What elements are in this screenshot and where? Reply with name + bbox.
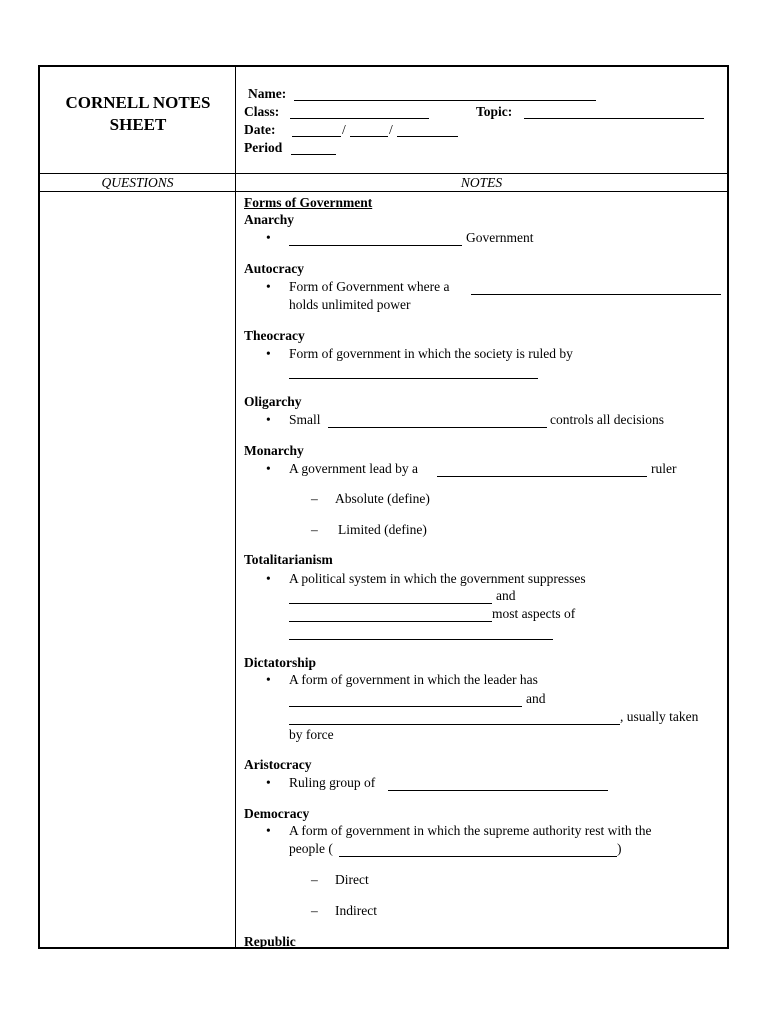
democracy-close-paren: )	[617, 841, 622, 856]
dictatorship-text: A form of government in which the leader has	[289, 672, 538, 687]
totalitarianism-blank-2[interactable]	[289, 621, 492, 622]
bullet-icon: •	[266, 571, 271, 586]
dictatorship-force: by force	[289, 727, 334, 742]
date-year-field[interactable]	[397, 136, 458, 137]
democracy-direct: Direct	[335, 872, 369, 887]
bullet-icon: •	[266, 346, 271, 361]
term-autocracy: Autocracy	[244, 261, 304, 276]
name-label: Name:	[248, 86, 287, 101]
autocracy-blank[interactable]	[471, 294, 721, 295]
column-divider	[235, 65, 236, 949]
frame-top	[38, 65, 729, 67]
monarchy-limited: Limited (define)	[338, 522, 427, 537]
democracy-blank[interactable]	[339, 856, 617, 857]
dictatorship-blank-2[interactable]	[289, 724, 620, 725]
term-democracy: Democracy	[244, 806, 310, 821]
dictatorship-blank-1[interactable]	[289, 706, 522, 707]
term-totalitarianism: Totalitarianism	[244, 552, 333, 567]
autocracy-text-line2: holds unlimited power	[289, 297, 411, 312]
dictatorship-and: and	[526, 691, 546, 706]
aristocracy-text: Ruling group of	[289, 775, 376, 790]
period-field[interactable]	[291, 154, 336, 155]
oligarchy-text-end: controls all decisions	[550, 412, 664, 427]
bullet-icon: •	[266, 775, 271, 790]
bullet-icon: •	[266, 823, 271, 838]
aristocracy-blank[interactable]	[388, 790, 608, 791]
notes-column-header: NOTES	[460, 175, 503, 190]
monarchy-absolute: Absolute (define)	[335, 491, 430, 506]
class-label: Class:	[244, 104, 280, 119]
theocracy-blank[interactable]	[289, 378, 538, 379]
date-day-field[interactable]	[350, 136, 388, 137]
date-month-field[interactable]	[292, 136, 341, 137]
totalitarianism-blank-3[interactable]	[289, 639, 553, 640]
name-field[interactable]	[294, 100, 596, 101]
totalitarianism-blank-1[interactable]	[289, 603, 492, 604]
anarchy-text-end: Government	[466, 230, 534, 245]
notes-heading: Forms of Government	[244, 195, 373, 210]
monarchy-blank[interactable]	[437, 476, 647, 477]
dash-icon: –	[311, 872, 318, 887]
dash-icon: –	[311, 903, 318, 918]
democracy-indirect: Indirect	[335, 903, 377, 918]
democracy-people: people (	[289, 841, 333, 856]
oligarchy-blank[interactable]	[328, 427, 547, 428]
bullet-icon: •	[266, 279, 271, 294]
term-aristocracy: Aristocracy	[244, 757, 312, 772]
questions-column-header: QUESTIONS	[101, 175, 174, 190]
term-monarchy: Monarchy	[244, 443, 304, 458]
bullet-icon: •	[266, 230, 271, 245]
questions-area[interactable]	[40, 192, 235, 947]
period-label: Period	[244, 140, 283, 155]
date-separator: /	[342, 122, 346, 137]
term-oligarchy: Oligarchy	[244, 394, 302, 409]
sheet-title-line1: CORNELL NOTES	[65, 93, 211, 112]
monarchy-text-end: ruler	[651, 461, 677, 476]
class-field[interactable]	[290, 118, 429, 119]
totalitarianism-most: most aspects of	[492, 606, 576, 621]
bullet-icon: •	[266, 412, 271, 427]
topic-label: Topic:	[476, 104, 513, 119]
dash-icon: –	[311, 491, 318, 506]
theocracy-text: Form of government in which the society is ruled by	[289, 346, 573, 361]
democracy-text: A form of government in which the supreme authority rest with the	[289, 823, 652, 838]
topic-field[interactable]	[524, 118, 704, 119]
oligarchy-text: Small	[289, 412, 321, 427]
totalitarianism-text: A political system in which the government suppresses	[289, 571, 586, 586]
dictatorship-usually: , usually taken	[620, 709, 699, 724]
monarchy-text: A government lead by a	[289, 461, 418, 476]
dash-icon: –	[311, 522, 318, 537]
bullet-icon: •	[266, 461, 271, 476]
term-dictatorship: Dictatorship	[244, 655, 316, 670]
date-separator: /	[389, 122, 393, 137]
frame-bottom	[38, 947, 729, 949]
term-theocracy: Theocracy	[244, 328, 305, 343]
term-anarchy: Anarchy	[244, 212, 295, 227]
sheet-title-line2: SHEET	[109, 115, 167, 134]
term-republic: Republic	[244, 934, 296, 949]
anarchy-blank[interactable]	[289, 245, 462, 246]
autocracy-text: Form of Government where a	[289, 279, 450, 294]
totalitarianism-and: and	[496, 588, 516, 603]
sheet-title	[40, 92, 236, 136]
frame-right	[727, 65, 729, 949]
bullet-icon: •	[266, 672, 271, 687]
date-label: Date:	[244, 122, 276, 137]
